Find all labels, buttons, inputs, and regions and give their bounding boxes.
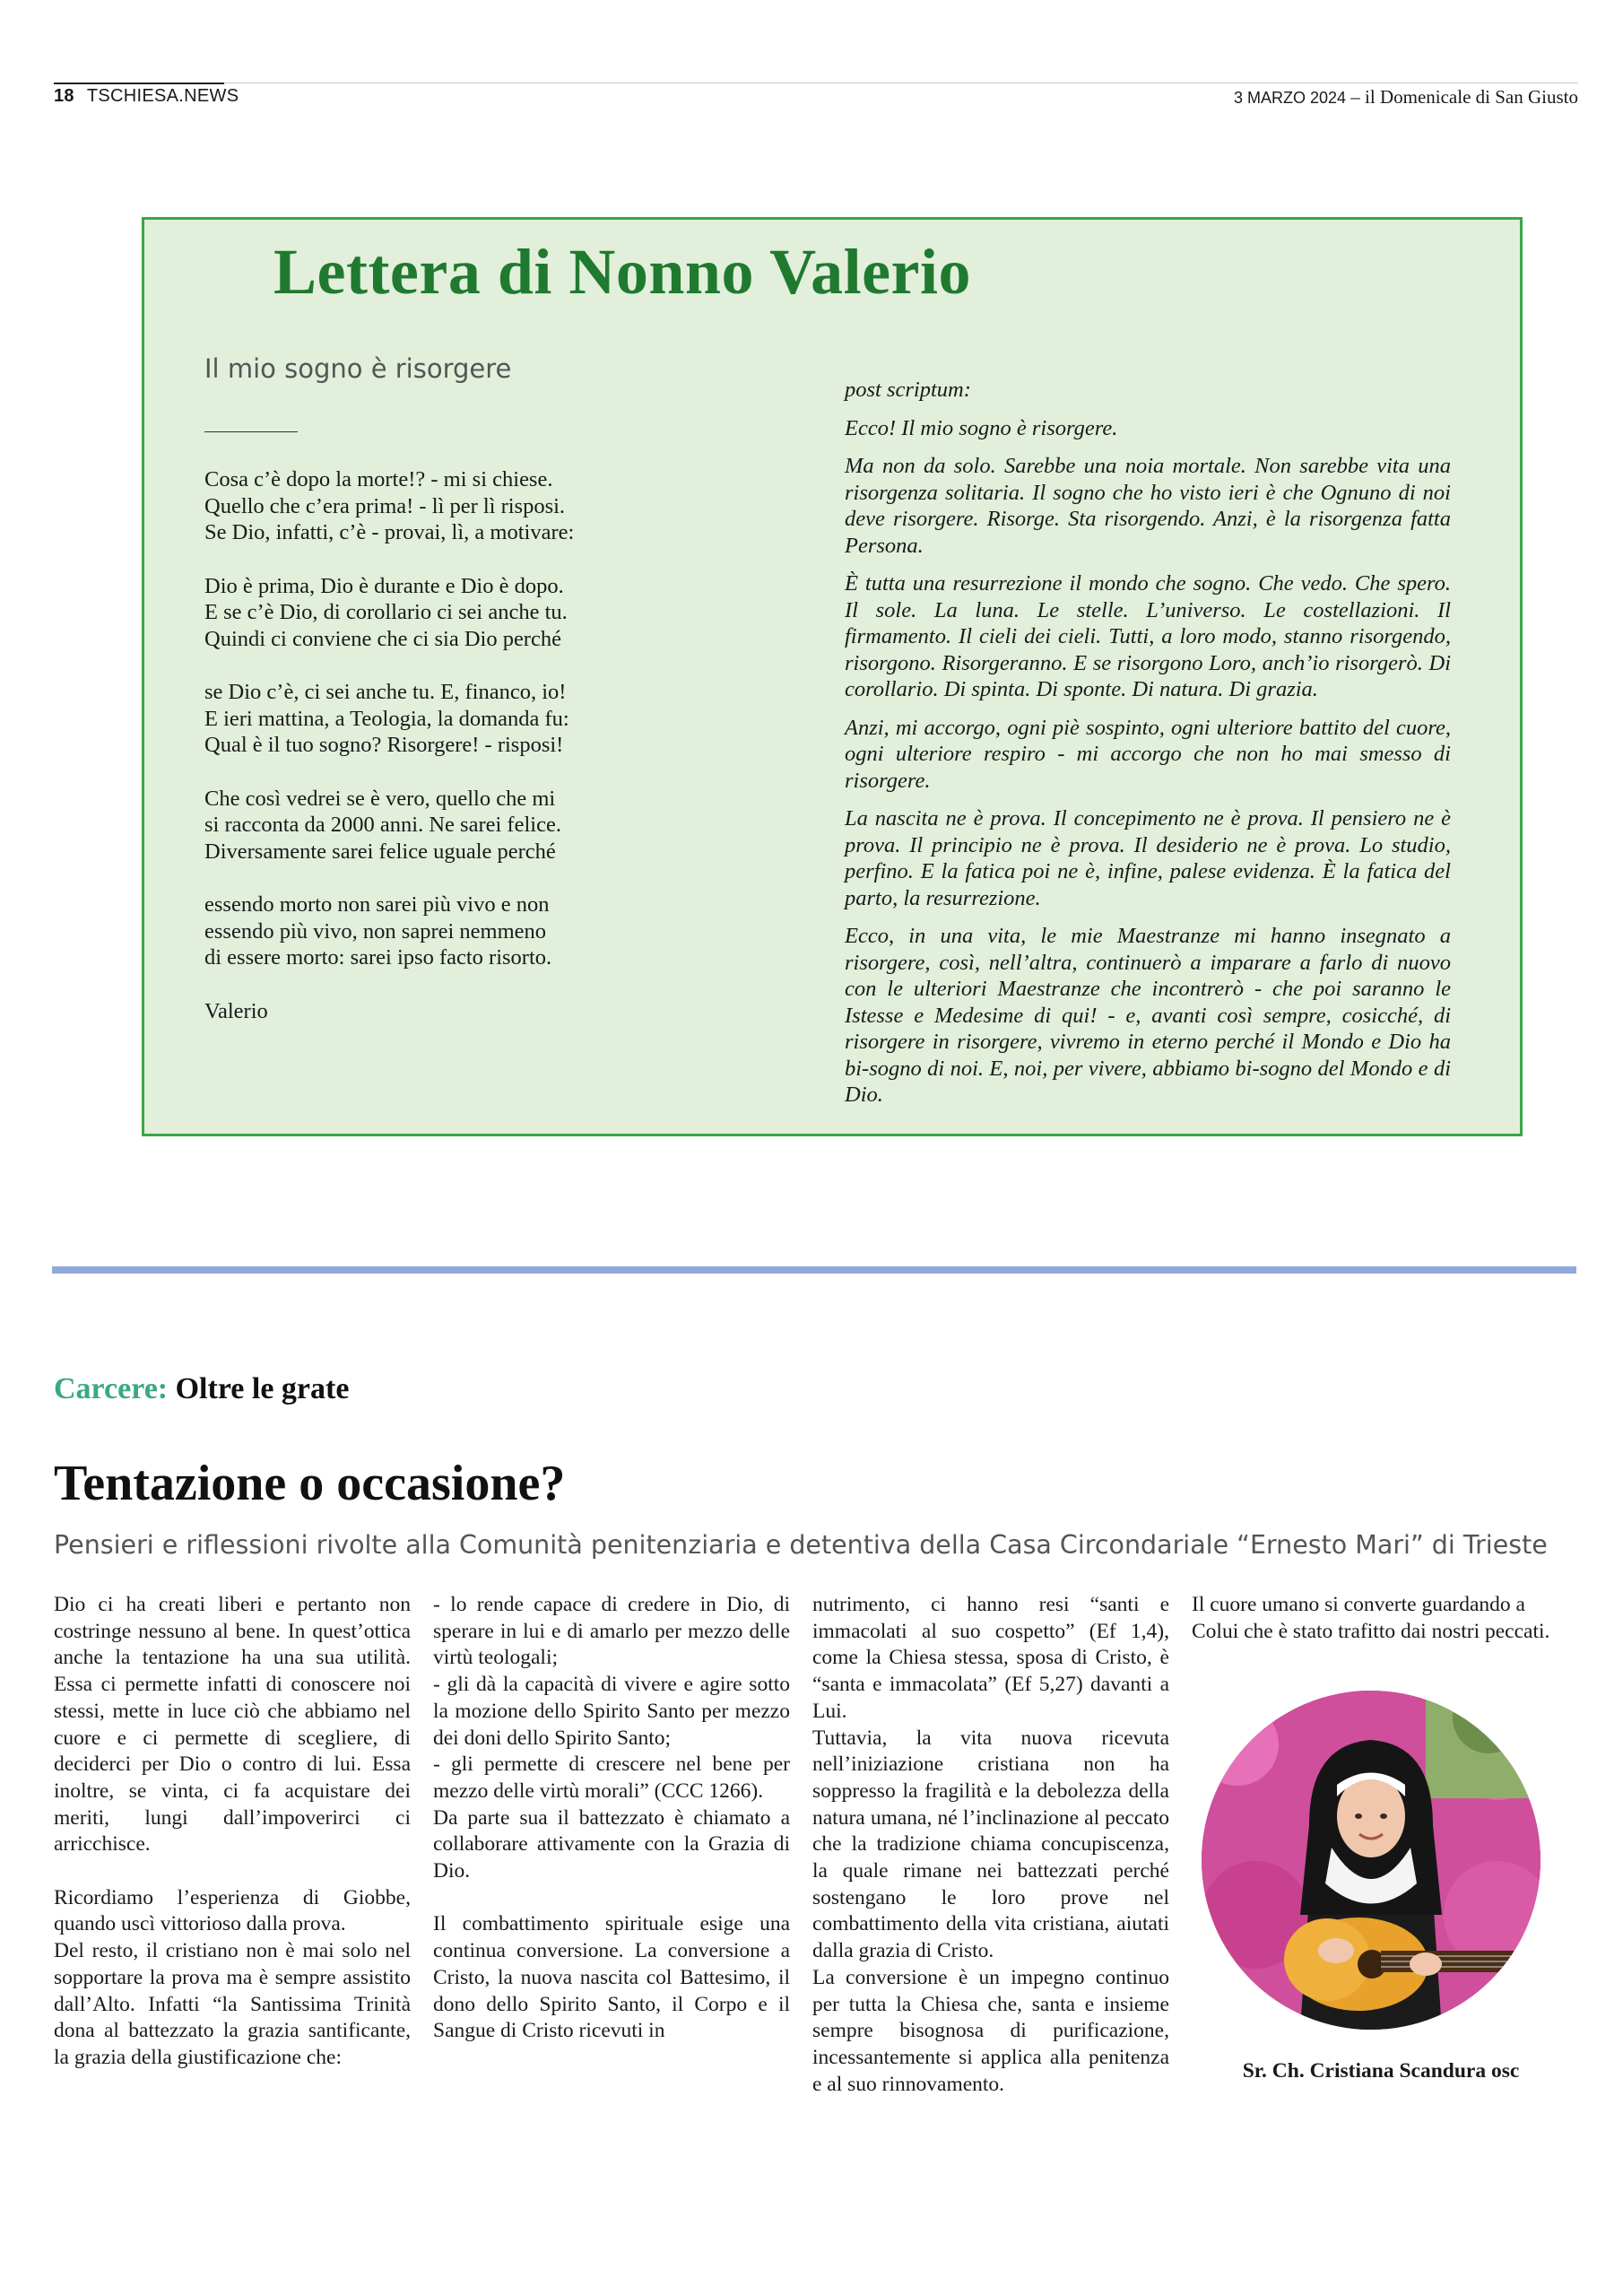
article-paragraph: La conversione è un impegno continuo per tutta la Chiesa che, santa e insieme sempre bisognosa di purificazione, incessantemente si applica alla penitenza e al suo rinnovamento. [812,1965,1169,2096]
letter-poem [204,466,626,1024]
header-left [54,86,239,107]
poem-line: E ieri mattina, a Teologia, la domanda fu: [204,706,569,731]
section-divider [52,1266,1576,1274]
postscript-paragraph: Ecco! Il mio sogno è risorgere. [845,415,1118,440]
header-right [1234,86,1578,109]
kicker-section: Carcere: [54,1372,169,1405]
article-title: Tentazione o occasione? [54,1456,566,1511]
photo-caption: Sr. Ch. Cristiana Scandura osc [1242,2059,1520,2083]
postscript-paragraph: La nascita ne è prova. Il concepimento ne è prova. Il pensiero ne è prova. Il principio ne è prova. Il desiderio ne è prova. Lo studio, perfino. E la fatica poi ne è, infine, palese evidenza. È la fatica del parto, la resurrezione. [845,806,1451,910]
poem-line: essendo più vivo, non saprei nemmeno [204,918,547,944]
postscript-paragraph: È tutta una resurrezione il mondo che sogno. Che vedo. Che spero. Il sole. La luna. Le stelle. L’universo. Le costellazioni. Il firmamento. Il cieli dei cieli. Tutti, a loro modo, stanno risorgendo, risorgono. Risorgeranno. E se risorgono Loro, anch’io risorgerò. Di corollario. Di spinta. Di sponte. Di natura. Di grazia. [845,571,1451,701]
header-rule-accent [54,83,224,84]
postscript-paragraph: Ecco, in una vita, le mie Maestranze mi hanno insegnato a risorgere, così, nell’altra, continuerò a imparare a farlo di nuovo con le ulteriori Maestranze che incontrerò - che poi saranno le Istesse e Medesime di qui! - e, avanti così sempre, cosicché, di risorgere in risorgere, vivremo in eterno perché il Mondo e Dio ha bi-sogno di noi. E, noi, per vivere, abbiamo bi-sogno del Mondo e di Dio. [845,924,1451,1107]
article-column-1 [54,1592,411,2072]
poem-line: Diversamente sarei felice uguale perché [204,839,556,864]
poem-line: Se Dio, infatti, c’è - provai, lì, a motivare: [204,520,575,544]
poem-line: si racconta da 2000 anni. Ne sarei felice. [204,813,561,837]
header-separator: – [1346,86,1366,108]
letter-rule [204,431,298,432]
letter-title: Lettera di Nonno Valerio [273,236,971,308]
poem-stanza [204,573,626,653]
publication-name: il Domenicale di San Giusto [1365,86,1578,108]
article-paragraph: Il combattimento spirituale esige una continua conversione. La conversione a Cristo, la nuova nascita col Battesimo, il dono dello Spirito Santo, il Corpo e il Sangue di Cristo ricevuti in [433,1912,790,2043]
poem-stanza [204,891,626,971]
article-column-3 [812,1592,1169,2098]
nun-with-guitar-illustration [1202,1691,1541,2030]
letter-postscript [845,377,1451,1120]
poem-line: Dio è prima, Dio è durante e Dio è dopo. [204,573,564,598]
postscript-paragraph: Ma non da solo. Sarebbe una noia mortale. Non sarebbe vita una risorgenza solitaria. Il sogno che ho visto ieri è che Ognuno di noi deve risorgere. Risorge. Sta risorgendo. Anzi, è la risorgenza fatta Persona. [845,454,1451,558]
article-kicker [54,1372,349,1406]
poem-line: Cosa c’è dopo la morte!? - mi si chiese. [204,467,553,491]
article-column-2 [433,1592,790,2045]
poem-stanza [204,466,626,546]
postscript-paragraph: Anzi, mi accorgo, ogni piè sospinto, ogni ulteriore battito del cuore, ogni ulteriore respiro - mi accorgo che non ho mai smesso di risorgere. [845,715,1451,793]
article-paragraph: - gli dà la capacità di vivere e agire sotto la mozione dello Spirito Santo per mezzo dei doni dello Spirito Santo; [433,1673,790,1750]
poem-stanza [204,679,626,759]
letter-signature: Valerio [204,998,268,1023]
poem-line: Qual è il tuo sogno? Risorgere! - risposi! [204,733,564,757]
poem-line: essendo morto non sarei più vivo e non [204,892,550,917]
article-paragraph: Da parte sua il battezzato è chiamato a collaborare attivamente con la Grazia di Dio. [433,1805,790,1883]
poem-line: Quello che c’era prima! - lì per lì risposi. [204,493,566,518]
poem-line: di essere morto: sarei ipso facto risorto. [204,945,552,970]
poem-line: Che così vedrei se è vero, quello che mi [204,786,556,811]
letter-subtitle: Il mio sogno è risorgere [204,353,512,384]
issue-date: 3 MARZO 2024 [1233,89,1347,107]
article-paragraph: Tuttavia, la vita nuova ricevuta nell’iniziazione cristiana non ha soppresso la fragilità e la debolezza della natura umana, né l’inclinazione al peccato che la tradizione chiama concupiscenza, la quale rimane nei battezzati perché sostengano le loro prove nel combattimento della vita cristiana, aiutati dalla grazia di Cristo. [812,1726,1169,1963]
article-paragraph: - gli permette di crescere nel bene per mezzo delle virtù morali” (CCC 1266). [433,1752,790,1803]
article-paragraph: - lo rende capace di credere in Dio, di sperare in lui e di amarlo per mezzo delle virtù teologali; [433,1593,790,1670]
article-subtitle: Pensieri e riflessioni rivolte alla Comunità penitenziaria e detentiva della Casa Circondariale “Ernesto Mari” di Trieste [54,1530,1548,1560]
article-column-4 [1192,1592,1550,1645]
postscript-label: post scriptum: [845,378,971,402]
poem-line: Quindi ci conviene che ci sia Dio perché [204,626,561,651]
article-paragraph: nutrimento, ci hanno resi “santi e immacolati al suo cospetto” (Ef 1,4), come la Chiesa stessa, sposa di Cristo, è “santa e immacolata” (Ef 5,27) davanti a Lui. [812,1593,1169,1723]
poem-line: se Dio c’è, ci sei anche tu. E, financo, io! [204,680,567,704]
article-paragraph: Del resto, il cristiano non è mai solo nel sopportare la prova ma è sempre assistito dall’Alto. Infatti “la Santissima Trinità dona al battezzato la grazia santificante, la grazia della giustificazione che: [54,1939,411,2069]
author-photo [1202,1691,1541,2030]
article-paragraph: Il cuore umano si converte guardando a Colui che è stato trafitto dai nostri peccati. [1192,1593,1550,1643]
poem-stanza [204,786,626,865]
article-paragraph: Dio ci ha creati liberi e pertanto non costringe nessuno al bene. In quest’ottica anche la tentazione ha una sua utilità. Essa ci permette infatti di conoscere noi stessi, mette in luce ciò che abbiamo nel cuore e ci permette di scegliere, di deciderci per Dio o contro di lui. Essa inoltre, se vinta, ci fa acquistare dei meriti, lungi dall’impoverirci ci arricchisce. [54,1593,411,1857]
site-link[interactable]: TSCHIESA.NEWS [86,86,239,106]
page-number: 18 [54,86,74,106]
kicker-rubric: Oltre le grate [168,1372,350,1405]
poem-line: E se c’è Dio, di corollario ci sei anche tu. [204,600,568,624]
article-paragraph: Ricordiamo l’esperienza di Giobbe, quando uscì vittorioso dalla prova. [54,1885,411,1936]
